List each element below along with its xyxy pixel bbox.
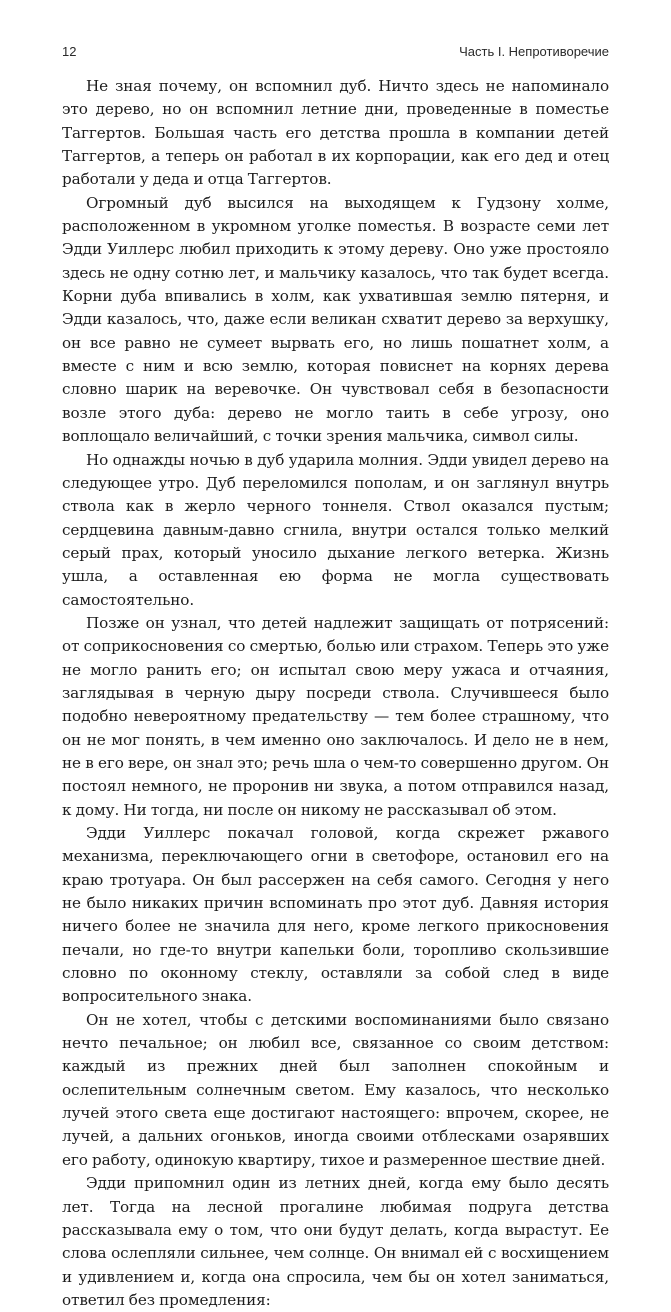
paragraph-4: Позже он узнал, что детей надлежит защищать от потрясений: от соприкосновения со смертью, болью или страхом. Теперь это уже не могло ранить его; он испытал свою меру ужаса и отчаяния, заглядывая в черную дыру посреди ствола. Случившееся было подобно невероятному предательству — тем более страшному, что он не мог понять, в чем именно оно заключалось. И дело не в нем, не в его вере, он знал это; речь шла о чем-то совершенно другом. Он постоял немного, не проронив ни звука, а потом отправился назад, к дому. Ни тогда, ни после он никому не рассказывал об этом. — [62, 613, 609, 819]
paragraph-3: Но однажды ночью в дуб ударила молния. Эдди увидел дерево на следующее утро. Дуб переломился пополам, и он заглянул внутрь ствола как в жерло черного тоннеля. Ствол оказался пустым; сердцевина давным-давно сгнила, внутри остался только мелкий серый прах, который уносило дыхание легкого ветерка. Жизнь ушла, а оставленная ею форма не могла существовать самостоятельно. — [62, 450, 609, 609]
running-header — [62, 44, 609, 64]
paragraph-7: Эдди припомнил один из летних дней, когда ему было десять лет. Тогда на лесной прогалине любимая подруга детства рассказывала ему о том, что они будут делать, когда вырастут. Ее слова ослепляли сильнее, чем солнце. Он внимал ей с восхищением и удивлением и, когда она спросила, чем бы он хотел заниматься, ответил без промедления: — [62, 1174, 609, 1309]
body-text — [62, 75, 609, 1312]
paragraph-2: Огромный дуб высился на выходящем к Гудзону холме, расположенном в укромном уголке поместья. В возрасте семи лет Эдди Уиллерс любил приходить к этому дереву. Оно уже простояло здесь не одну сотню лет, и мальчику казалось, что так будет всегда. Корни дуба впивались в холм, как ухватившая землю пятерня, и Эдди казалось, что, даже если великан схватит дерево за верхушку, он все равно не сумеет вырвать его, но лишь пошатнет холм, а вместе с ним и всю землю, которая повиснет на корнях дерева словно шарик на веревочке. Он чувствовал себя в безопасности возле этого дуба: дерево не могло таить в себе угрозу, оно воплощало величайший, с точки зрения мальчика, символ силы. — [62, 193, 609, 446]
page-number: 12 — [62, 44, 77, 59]
paragraph-5: Эдди Уиллерс покачал головой, когда скрежет ржавого механизма, переключающего огни в светофоре, остановил его на краю тротуара. Он был рассержен на себя самого. Сегодня у него не было никаких причин вспоминать про этот дуб. Давняя история ничего более не значила для него, кроме легкого прикосновения печали, но где-то внутри капельки боли, торопливо скользившие словно по оконному стеклу, оставляли за собой след в виде вопросительного знака. — [62, 824, 609, 1006]
paragraph-6: Он не хотел, чтобы с детскими воспоминаниями было связано нечто печальное; он любил все, связанное со своим детством: каждый из прежних дней был заполнен спокойным и ослепительным солнечным светом. Ему казалось, что несколько лучей этого света еще достигают настоящего: впрочем, скорее, не лучей, а дальних огоньков, иногда своими отблесками озарявших его работу, одинокую квартиру, тихое и размеренное шествие дней. — [62, 1010, 609, 1169]
section-title: Часть I. Непротиворечие — [459, 44, 609, 59]
paragraph-1: Не зная почему, он вспомнил дуб. Ничто здесь не напоминало это дерево, но он вспомнил летние дни, проведенные в поместье Таггертов. Большая часть его детства прошла в компании детей Таггертов, а теперь он работал в их корпорации, как его дед и отец работали у деда и отца Таггертов. — [62, 77, 609, 189]
